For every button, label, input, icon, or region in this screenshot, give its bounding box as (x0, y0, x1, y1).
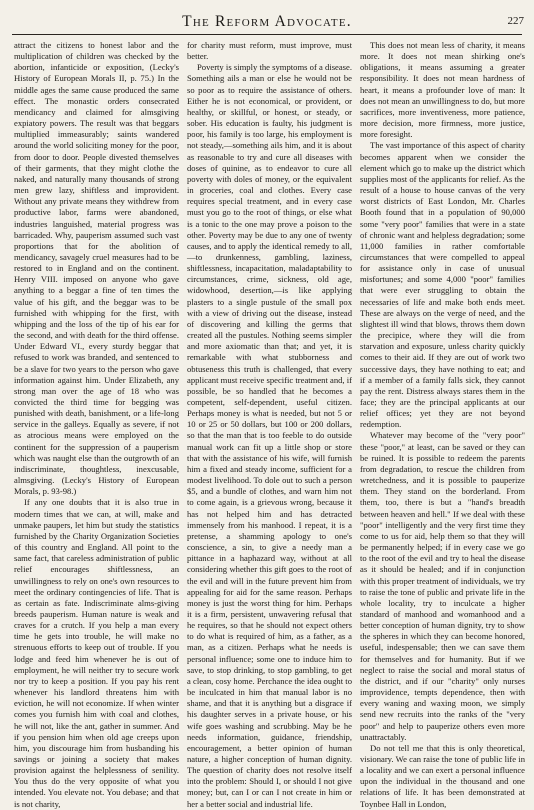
column-right (360, 40, 525, 809)
running-title: The Reform Advocate. (182, 13, 352, 30)
column-middle (187, 40, 352, 809)
paragraph: attract the citizens to honest labor and the multiplication of children was checked by the abortion, infanticide or exposition, (Lecky's History of European Morals II, p. 75.) In the middle ages the same cause produced the same effect. The monastic orders consecrated mendicancy and claimed for almsgiving expiatory powers. The result was that beggars multiplied immeasurably; saints wandered around the world soliciting money for the poor, from door to door. People divested themselves of their garments, that they might clothe the naked, and naturally many thousands of strong men grew lazy, shiftless and improvident. Without any private means they withdrew from productive labor, farms were abandoned, industries languished, material progress was barricaded. Why, pauperism assumed such vast proportions that for the abolition of mendicancy, savagely cruel measures had to be restored to in England and on the continent. Henry VIII. imposed on anyone who gave anything to a beggar a fine of ten times the value of his gift, and the beggar was to be furnished with whipping for the first, with whipping and the loss of the tip of his ear for the second, and with death for the third offense. Under Edward VI., every sturdy beggar that refused to work was branded, and sentenced to be a slave for two years to the person who gave information against him. Under Elizabeth, any strong man over the age of 18 who was convicted the third time for begging was punished with death, banishment, or a life-long service in the galleys. Equally as severe, if not as atrocious means were employed on the continent for the suppression of a pauperism which was naught else than the outgrowth of an indiscriminate, thoughtless, inexcusable, almsgiving. (Lecky's History of European Morals, p. 93-98.) (14, 40, 179, 497)
column-left (14, 40, 179, 809)
paragraph: This does not mean less of charity, it means more. It does not mean shirking one's obligations, it means assuming a greater responsibility. It does not mean hardness of heart, it means a profounder love of man: It does not mean an unwillingness to do, but more sacrifices, more inventiveness, more patience, more decision, more firmness, more justice, more foresight. (360, 40, 525, 140)
text-columns (14, 40, 526, 809)
header-rule (12, 34, 522, 35)
page-header (0, 11, 534, 31)
paragraph: Do not tell me that this is only theoretical, visionary. We can raise the tone of public life in a locality and we can exert a personal influence upon the individual in the thousand and one relations of life. It has been demonstrated at Toynbee Hall in London, (360, 742, 525, 809)
paragraph: If any one doubts that it is also true in modern times that we can, at will, make and unmake paupers, let him but study the statistics furnished by the Charity Organization Societies of this country and England. All point to the same fact, that careless administration of public relief encourages shiftlessness, an unwillingness to rely on one's own resources to meet the ordinary contingencies of life. That is as certain as fate. Indiscriminate alms-giving breeds pauperism. Human nature is weak and craves for a crutch. If you help a man every time he gets into trouble, he will make no strenuous efforts to keep out of trouble. If you lodge and feed him whenever he is out of employment, he will neither try to secure work nor try to keep a position. If you pay his rent whenever his landlord threatens him with eviction, he will not economize. If when winter comes you furnish him with coal and clothes, he will not, like the ant, gather in summer. And if you pension him when old age creeps upon him, you discourage him from husbanding his savings or joining a society that makes provision against the helplessness of senility. You thus do the very opposite of what you intended. You elevate not. You debase; and that is not charity, (14, 497, 179, 809)
paragraph: The vast importance of this aspect of charity becomes apparent when we consider the element which go to make up the district which supplies most of the applicants for relief. As the result of a house to house canvas of the very worst districts of East London, Mr. Charles Booth found that in a population of 90,000 some "very poor" families that were in a state of chronic want and helpless degradation; some 11,000 families in rather comfortable circumstances that were compelled to appeal for assistance only in case of unusual misfortunes; and some 4,000 "poor" families that were ever struggling to obtain the necessaries of life and make both ends meet. These are always on the verge of need, and the slightest ill wind that blows, throws them down the precipice, where they will die from starvation and exposure, unless charity quickly comes to their aid. If they are out of work two successive days, they have nothing to eat; and if a member of a family falls sick, they cannot pay the rent. Distress always stares them in the face; they are the principal applicants at our relief offices; yet they are not beyond redemption. (360, 140, 525, 430)
paragraph: for charity must reform, must improve, must better. (187, 40, 352, 62)
paragraph: Poverty is simply the symptoms of a disease. Something ails a man or else he would not be so poor as to require the assistance of others. Either he is not economical, or provident, or healthy, or skillful, or honest, or steady, or sober. His education is faulty, his judgment is poor, his family is too large, his employment is not steady,—something ails him, and it is about as reasonable to try and cure all diseases with doses of quinine, as to endeavor to cure all poverty with doles of money, or the equivalent in groceries, coal and clothes. Every case requires special treatment, and in every case must you go to the root of things, or else what is a tonic to the one may prove a poison to the other. Poverty may be due to any one of twenty causes, and to apply the identical remedy to all,—to drunkenness, gambling, laziness, shiftlessness, incapacitation, maladaptability to circumstances, crime, sickness, old age, widowhood, desertion,—is like applying plasters to a single pustule of the small pox with a view of driving out the disease, instead of discovering and killing the germs that created all the pustules. Nothing seems simpler and more axiomatic than that; and yet, it is remarkable with what stubborness and obtuseness this truth is challenged, that every applicant must receive specific treatment and, if possible, be so handled that he becomes a competent, self-dependent, useful citizen. Perhaps money is what is needed, but not 5 or 10 or 25 or 50 dollars, but 100 or 200 dollars, so that the man that is too feeble to do outside manual work can fit up a little shop or store that with the assistance of his wife, will furnish him a fixed and steady income, sufficient for a modest livelihood. To dole out to such a person $5, and a bundle of clothes, and warn him not to come again, is a grievous wrong, because it has not helped him and has detracted immensely from his manhood. I repeat, it is a pretense, a shamming apology to one's conscience, a sin, to give a needy man a pittance in a haphazard way, without at all considering whether this gift goes to the root of the evil and will in the future prevent him from appealing for aid for the same reason. Perhaps money is just the worst thing for him. Perhaps it is a firm, persistent, unwavering refusal that he requires, so that he should not expect others to do what is required of him, as a father, as a man, as a citizen. Perhaps what he needs is personal influence; some one to induce him to save, to stop drinking, to stop gambling, to get a clean, cosy home. Perchance the idea ought to be inculcated in him that manual labor is no shame, and that it is anything but a disgrace if his daughter serves in a private house, or his wife goes washing and scrubbing. May be he needs information, guidance, friendship, encouragement, a better opinion of human nature, a higher conception of human dignity. The question of charity does not resolve itself into the problem: Should I, or should I not give money; but, can I or can I not create in him or her a better social and industrial life. (187, 62, 352, 809)
page-number: 227 (507, 15, 524, 27)
paragraph: Whatever may become of the "very poor" these "poor," at least, can be saved or they can be ruined. It is possible to redeem the parents from degradation, to rescue the children from wretchedness, and it is possible to pauperize them. They stand on the borderland. From them, too, there is but a "hand's breadth between heaven and hell." If we deal with these "poor" intelligently and the very first time they come to us for aid, help them so that they will be permanently helped; if in every case we go to the root of the evil and try to heal the disease as it should be healed; and if in conjunction with this proper treatment of individuals, we try to raise the tone of public and private life in the whole locality, try to inculcate a higher standard of manhood and womanhood and a better conception of human dignity, try to show the spheres in which they can become honored, useful, indespensable; then we can save them for themselves and for humanity. But if we neglect to raise the social and moral status of the district, and if our "charity" only nurses improvidence, tempts dependence, then with every waning and waxing moon, we simply send new recruits into the ranks of the "very poor" and help to pauperize others even more unattractably. (360, 430, 525, 742)
